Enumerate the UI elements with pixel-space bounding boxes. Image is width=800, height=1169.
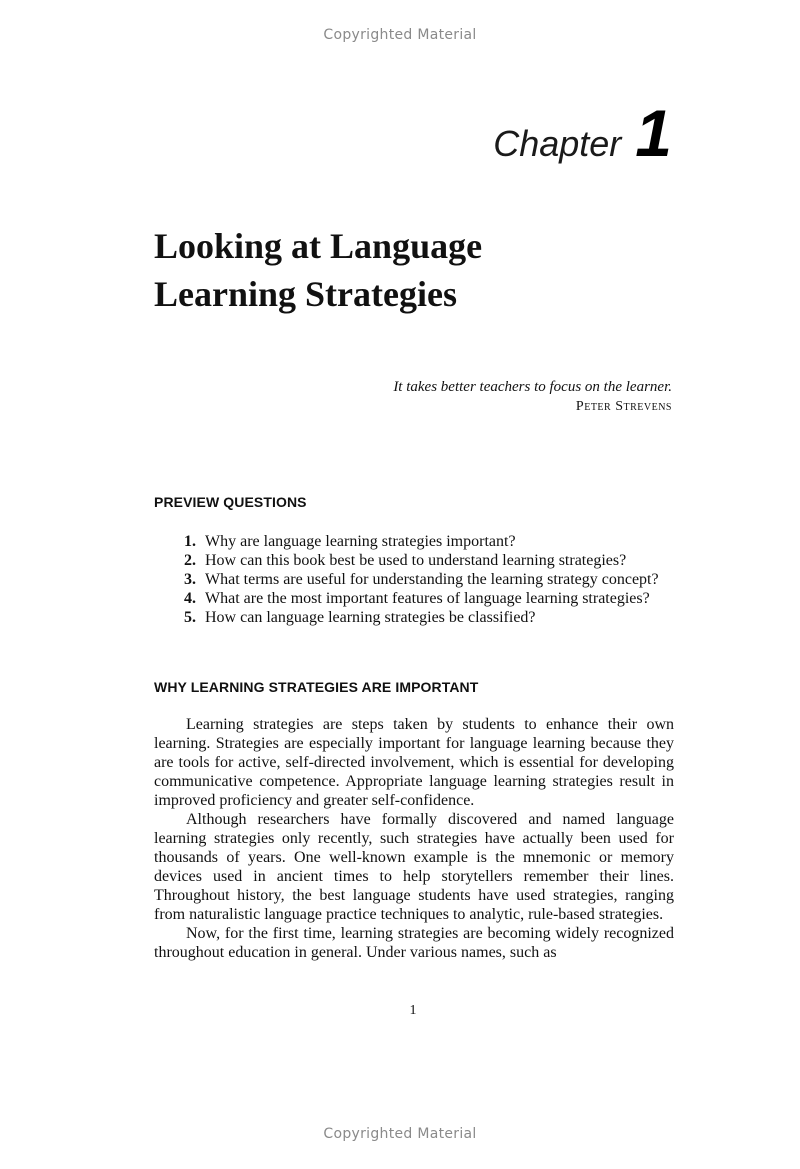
epigraph-author: Peter Strevens	[575, 399, 672, 414]
chapter-title	[154, 222, 482, 318]
epigraph	[393, 377, 672, 415]
preview-questions-list	[184, 532, 674, 627]
question-text: Why are language learning strategies important?	[205, 533, 516, 550]
preview-question	[184, 589, 674, 608]
chapter-label: Chapter	[493, 123, 622, 164]
question-number: 3.	[184, 571, 196, 588]
chapter-number: 1	[635, 96, 672, 170]
question-number: 1.	[184, 533, 196, 550]
question-text: How can this book best be used to understand learning strategies?	[205, 552, 627, 569]
preview-questions-heading: PREVIEW QUESTIONS	[154, 494, 307, 510]
body-paragraph: Learning strategies are steps taken by students to enhance their own learning. Strategies are especially important for language learning because they are tools for active, self-directed involvement, which is essential for developing communicative competence. Appropriate language learning strategies result in improved proficiency and greater self-confidence.	[154, 716, 674, 809]
preview-question	[184, 532, 674, 551]
body-paragraph: Now, for the first time, learning strategies are becoming widely recognized throughout education in general. Under various names, such as	[154, 925, 674, 961]
page-number: 1	[409, 1003, 417, 1018]
question-text: What are the most important features of language learning strategies?	[205, 590, 650, 607]
preview-question	[184, 608, 674, 627]
question-text: How can language learning strategies be classified?	[205, 609, 536, 626]
preview-question	[184, 570, 674, 589]
question-number: 2.	[184, 552, 196, 569]
chapter-title-line-2: Learning Strategies	[154, 274, 457, 314]
body-text	[154, 715, 674, 962]
copyright-watermark-bottom: Copyrighted Material	[323, 1126, 477, 1142]
why-strategies-heading: WHY LEARNING STRATEGIES ARE IMPORTANT	[154, 679, 479, 695]
question-number: 4.	[184, 590, 196, 607]
chapter-title-line-1: Looking at Language	[154, 226, 483, 266]
chapter-heading	[493, 96, 672, 170]
question-number: 5.	[184, 609, 196, 626]
preview-question	[184, 551, 674, 570]
body-paragraph: Although researchers have formally discovered and named language learning strategies only recently, such strategies have actually been used for thousands of years. One well-known example is the mnemonic or memory devices used in ancient times to help storytellers remember their lines. Throughout history, the best language students have used strategies, ranging from naturalistic language practice techniques to analytic, rule-based strategies.	[154, 811, 674, 923]
epigraph-quote: It takes better teachers to focus on the learner.	[393, 379, 672, 395]
copyright-watermark-top: Copyrighted Material	[323, 27, 477, 43]
question-text: What terms are useful for understanding the learning strategy concept?	[205, 571, 659, 588]
